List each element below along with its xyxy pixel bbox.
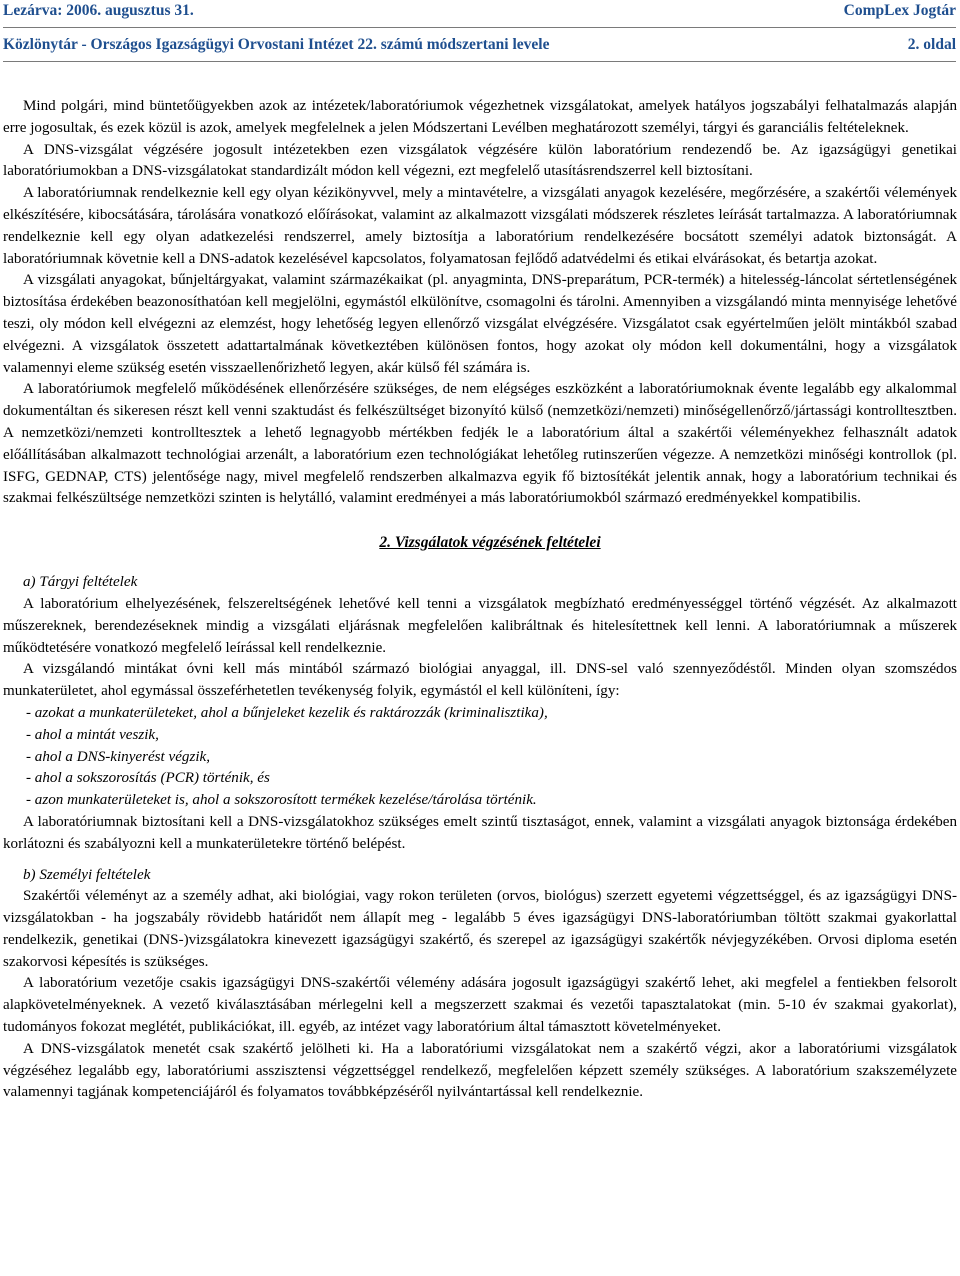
- paragraph: A DNS-vizsgálat végzésére jogosult intézetekben ezen vizsgálatok végzésére külön laboratórium rendezendő be. Az igazságügyi genetikai laboratóriumokban a DNS-vizsgálatokat standardizált módon kell végezni, ezt megfelelő utasításrendszerrel kell biztosítani.: [3, 141, 957, 180]
- subsection-heading-b: b) Személyi feltételek: [23, 866, 151, 883]
- header-divider: [3, 27, 956, 28]
- list-item: - azokat a munkaterületeket, ahol a bűnjeleket kezelik és raktározzák (kriminalisztika),: [26, 704, 548, 721]
- closing-date: Lezárva: 2006. augusztus 31.: [3, 2, 194, 19]
- paragraph: A vizsgálati anyagokat, bűnjeltárgyakat, valamint származékaikat (pl. anyagminta, DNS-preparátum, PCR-termék) a hitelesség-láncolat sértetlenségének biztosítása érdekében beazonosíthatóan kell megjelölni, egymástól elkülönítve, csomagolni és tárolni. Amennyiben a vizsgálandó minta mennyisége lehetővé teszi, oly módon kell elvégezni az elemzést, hogy lehetőség legyen ellenőrző vizsgálat elvégzésére. Vizsgálatot csak egyértelműen jelölt mintákból szabad elvégezni. A vizsgálatok összetett adattartalmának következtében különösen fontos, hogy azokat oly módon kell dokumentálni, hogy a vizsgálatok valamennyi eleme szükség esetén visszaellenőrizhető legyen, akár külső fél számára is.: [3, 272, 957, 376]
- paragraph: A laboratóriumok megfelelő működésének ellenőrzésére szükséges, de nem elégséges eszközként a laboratóriumoknak évente legalább egy alkalommal dokumentáltan és sikeresen részt kell venni szaktudást és felkészültséget bizonyító külső (nemzetközi/nemzeti) minőségellenőrző/jártassági kontrolltesztben. A nemzetközi/nemzeti kontrolltesztek a lehető legnagyobb mértékben fedjék le a laboratórium által a szakértői véleményekhez felhasznált adatok előállításában alkalmazott technológiai arzenált, a laboratórium ezen technológiákat lehetőleg rutinszerűen végezze. A nemzetközi minőségi kontrollok (pl. ISFG, GEDNAP, CTS) jelentősége nagy, mivel megfelelő rendszerben alkalmazva egyik fő biztosítékát jelentik annak, hogy a laboratórium technikai és szakmai felkészültsége nemzetközi szinten is helytálló, valamint eredményei a más laboratóriumokból származó eredményekkel kompatibilis.: [3, 381, 957, 507]
- list-item: - azon munkaterületeket is, ahol a sokszorosított termékek kezelése/tárolása történik.: [26, 792, 537, 809]
- spacer: [3, 554, 957, 572]
- page-number: 2. oldal: [907, 36, 956, 53]
- header-top-row: [3, 2, 956, 20]
- paragraph: Mind polgári, mind büntetőügyekben azok az intézetek/laboratóriumok végezhetnek vizsgálatokat, amelyek hatályos jogszabályi felhatalmazás alapján erre jogosultak, és ezek közül is azok, amelyek megfelelnek a jelen Módszertani Levélben meghatározott személyi, tárgyi és garanciális feltételeknek.: [3, 98, 957, 136]
- document-title: Közlönytár - Országos Igazságügyi Orvostani Intézet 22. számú módszertani levele: [3, 36, 550, 53]
- spacer: [3, 510, 957, 532]
- publisher-name: CompLex Jogtár: [843, 2, 956, 19]
- header-divider-2: [3, 61, 956, 62]
- paragraph: A laboratóriumnak biztosítani kell a DNS-vizsgálatokhoz szükséges emelt szintű tisztaságot, ennek, valamint a vizsgálati anyagok biztonsága érdekében korlátozni és szabályozni kell a munkaterületekre történő belépést.: [3, 813, 957, 852]
- header-bottom-row: [3, 36, 956, 54]
- list-item: - ahol a mintát veszik,: [26, 726, 159, 743]
- paragraph: A laboratórium vezetője csakis igazságügyi DNS-szakértői vélemény adására jogosult igazságügyi szakértő lehet, aki megfelel a fentiekben felsorolt alapkövetelményeknek. A vezető kiválasztásában mérlegelni kell a megszerzett szakmai és vezetői tapasztalatokat (min. 5-10 év szakmai gyakorlat), tudományos fokozat meglétét, publikációkat, ill. egyéb, az intézet vagy laboratórium által támasztott követelményeket.: [3, 975, 957, 1036]
- paragraph: A vizsgálandó mintákat óvni kell más mintából származó biológiai anyaggal, ill. DNS-sel való szennyeződéstől. Minden olyan szomszédos munkaterületet, ahol egymással összeférhetetlen tevékenység folyik, egymástól el kell különíteni, így:: [3, 661, 957, 700]
- paragraph: A laboratórium elhelyezésének, felszereltségének lehetővé kell tenni a vizsgálatok megbízható eredményességgel történő végzését. Az alkalmazott műszereknek, berendezéseknek mindig a vizsgálati eljárásnak megfelelően kalibráltnak és hitelesítettnek kell lenni. A laboratóriumnak a műszerek működtetésére vonatkozó megfelelő leírással kell rendelkeznie.: [3, 595, 957, 656]
- list-item: - ahol a sokszorosítás (PCR) történik, és: [26, 770, 270, 787]
- paragraph: Szakértői véleményt az a személy adhat, aki biológiai, vagy rokon területen (orvos, biológus) szerzett egyetemi végzettséggel, és az igazságügyi DNS-vizsgálatokban - ha jogszabály rövidebb határidőt nem állapít meg - legalább 5 éves igazságügyi DNS-laboratóriumban töltött szakmai gyakorlattal rendelkezik, genetikai (DNS-)vizsgálatokra kinevezett igazságügyi szakértő, és szerepel az igazságügyi szakértők névjegyzékében. Orvosi diploma esetén szakorvosi képesítés is szükséges.: [3, 888, 957, 970]
- list-item: - ahol a DNS-kinyerést végzik,: [26, 748, 211, 765]
- paragraph: A DNS-vizsgálatok menetét csak szakértő jelölheti ki. Ha a laboratóriumi vizsgálatokat nem a szakértő végzi, akor a laboratóriumi vizsgálatok végzéséhez legalább egy, laboratóriumi asszisztensi végzettséggel rendelkező, megfelelően képzett személy szükséges. A laboratórium szakszemélyzete valamennyi tagjának kompetenciájáról és folyamatos továbbképzéséről nyilvántartással kell rendelkeznie.: [3, 1040, 957, 1101]
- paragraph: A laboratóriumnak rendelkeznie kell egy olyan kézikönyvvel, mely a mintavételre, a vizsgálati anyagok kezelésére, megőrzésére, a szakértői vélemények elkészítésére, kibocsátására, tárolására vonatkozó előírásokat, valamint az alkalmazott vizsgálati módszerek részletes leírását tartalmazza. A laboratóriumnak rendelkeznie kell egy olyan adatkezelési rendszerrel, amely biztosítja a laboratórium rendelkezésére bocsátott személyi adatok biztonságát. A laboratóriumnak követnie kell a DNS-adatok kezelésével kapcsolatos, folyamatosan fejlődő adatvédelmi és etikai elvárásokat, és betartja azokat.: [3, 185, 957, 267]
- subsection-heading-a: a) Tárgyi feltételek: [23, 574, 138, 591]
- spacer: [3, 856, 957, 865]
- document-body: [3, 96, 957, 1104]
- section-title: 2. Vizsgálatok végzésének feltételei: [379, 534, 601, 552]
